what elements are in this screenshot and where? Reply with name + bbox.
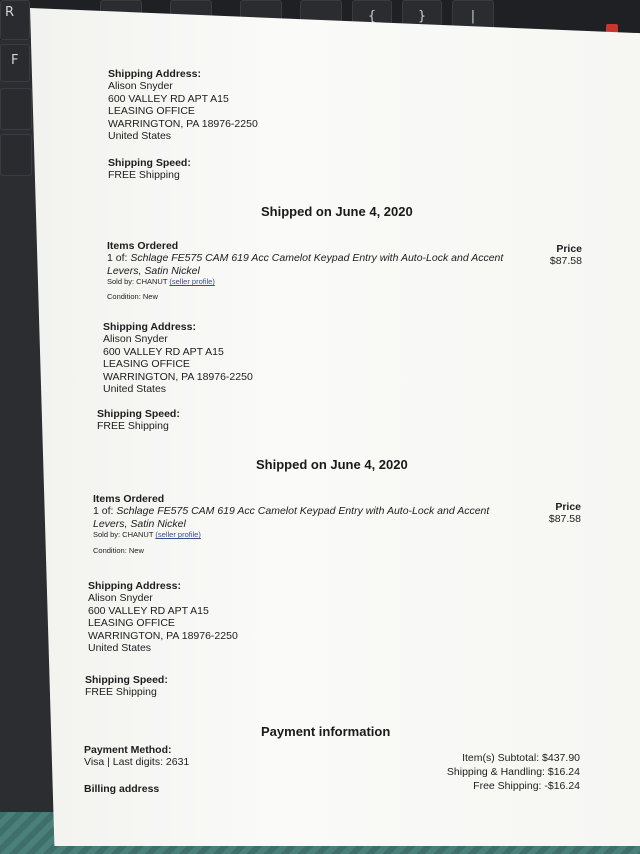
shipping-speed-value: FREE Shipping xyxy=(85,686,157,699)
item-name-continued: Levers, Satin Nickel xyxy=(107,264,200,277)
seller-profile-link[interactable]: (seller profile) xyxy=(169,277,215,287)
address-line: 600 VALLEY RD APT A15 xyxy=(88,604,209,617)
shipping-handling: Shipping & Handling: $16.24 xyxy=(446,766,580,778)
address-line: LEASING OFFICE xyxy=(103,358,190,371)
price-label: Price xyxy=(556,243,582,255)
item-quantity: 1 of: xyxy=(93,505,117,518)
shipped-date-title: Shipped on June 4, 2020 xyxy=(256,457,408,472)
billing-address-label: Billing address xyxy=(84,782,160,795)
payment-method-block xyxy=(84,744,189,795)
address-line: Alison Snyder xyxy=(103,333,168,346)
item-name: Schlage FE575 CAM 619 Acc Camelot Keypad Entry with Auto-Lock and Accent xyxy=(130,252,504,265)
shipping-address-block xyxy=(103,321,253,395)
price-column xyxy=(537,501,581,526)
shipping-speed-label: Shipping Speed: xyxy=(85,674,168,686)
shipping-speed-block xyxy=(97,408,180,433)
shipping-address-block xyxy=(88,580,238,654)
shipping-speed-block xyxy=(85,674,168,699)
payment-method-label: Payment Method: xyxy=(84,744,172,756)
address-line: United States xyxy=(103,383,167,396)
address-line: Alison Snyder xyxy=(108,80,173,93)
item-quantity: 1 of: xyxy=(107,252,131,265)
address-line: LEASING OFFICE xyxy=(88,617,175,630)
items-ordered-block xyxy=(107,240,537,302)
shipped-date-title: Shipped on June 4, 2020 xyxy=(261,204,413,219)
price-label: Price xyxy=(555,501,581,513)
item-condition: Condition: New xyxy=(93,546,144,556)
address-line: 600 VALLEY RD APT A15 xyxy=(103,345,224,358)
payment-information-title: Payment information xyxy=(261,724,391,739)
keyboard-key xyxy=(0,134,32,176)
keyboard-key-r: R xyxy=(0,0,30,40)
shipping-speed-label: Shipping Speed: xyxy=(108,157,191,169)
keyboard-key-open-brace: { xyxy=(352,0,392,32)
price-column xyxy=(540,243,582,268)
keyboard-key-f: F xyxy=(0,44,30,82)
address-line: 600 VALLEY RD APT A15 xyxy=(108,92,229,105)
shipping-speed-value: FREE Shipping xyxy=(97,420,169,433)
address-line: WARRINGTON, PA 18976-2250 xyxy=(103,370,253,383)
shipping-speed-block xyxy=(108,157,191,182)
item-condition: Condition: New xyxy=(107,292,158,302)
order-summary xyxy=(410,751,580,793)
keyboard-key-pipe: | xyxy=(452,0,494,32)
address-line: LEASING OFFICE xyxy=(108,105,195,118)
items-ordered-label: Items Ordered xyxy=(107,240,179,252)
sold-by: Sold by: CHANUT xyxy=(107,277,168,287)
address-line: United States xyxy=(108,130,172,143)
shipping-address-label: Shipping Address: xyxy=(88,580,181,592)
items-ordered-label: Items Ordered xyxy=(93,493,165,505)
address-line: WARRINGTON, PA 18976-2250 xyxy=(88,629,238,642)
shipping-address-label: Shipping Address: xyxy=(103,321,196,333)
shipping-speed-label: Shipping Speed: xyxy=(97,408,180,420)
keyboard-key xyxy=(0,88,32,130)
shipping-speed-value: FREE Shipping xyxy=(108,169,180,182)
item-name: Schlage FE575 CAM 619 Acc Camelot Keypad Entry with Auto-Lock and Accent xyxy=(116,505,490,518)
free-shipping-discount: Free Shipping: -$16.24 xyxy=(473,780,580,792)
items-subtotal: Item(s) Subtotal: $437.90 xyxy=(462,752,580,764)
address-line: WARRINGTON, PA 18976-2250 xyxy=(108,117,258,130)
seller-profile-link[interactable]: (seller profile) xyxy=(155,530,201,540)
shipping-address-block xyxy=(108,68,258,142)
items-ordered-block xyxy=(93,493,533,556)
sold-by: Sold by: CHANUT xyxy=(93,530,154,540)
item-price: $87.58 xyxy=(549,255,582,268)
address-line: United States xyxy=(88,642,152,655)
payment-method-value: Visa | Last digits: 2631 xyxy=(84,756,190,769)
shipping-address-label: Shipping Address: xyxy=(108,68,201,80)
item-name-continued: Levers, Satin Nickel xyxy=(93,517,186,530)
item-price: $87.58 xyxy=(548,513,581,526)
keyboard-key-close-brace: } xyxy=(402,0,442,32)
address-line: Alison Snyder xyxy=(88,592,153,605)
